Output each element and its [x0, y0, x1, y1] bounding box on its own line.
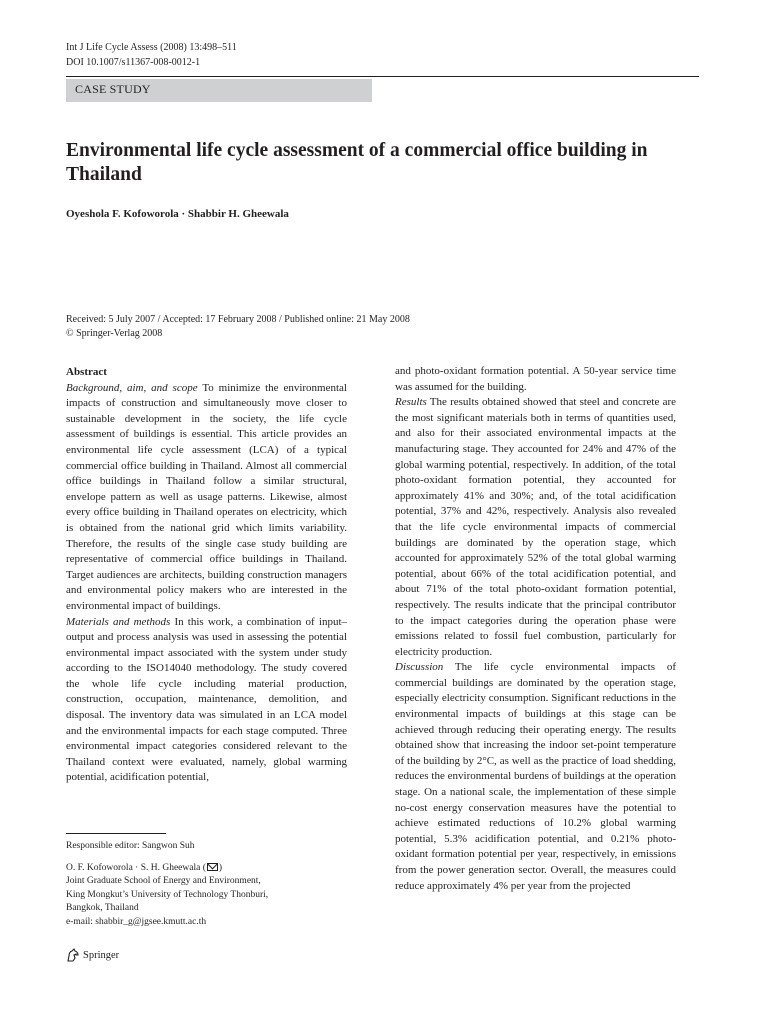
journal-citation: Int J Life Cycle Assess (2008) 13:498–511 [66, 42, 237, 53]
corresponding-authors: O. F. Kofoworola · S. H. Gheewala ( ) [66, 863, 223, 873]
discussion-heading: Discussion [395, 661, 444, 674]
abstract-column-left [66, 365, 347, 786]
publisher-logo [66, 948, 119, 962]
author-email[interactable]: e-mail: shabbir_g@jgsee.kmutt.ac.th [66, 916, 207, 927]
journal-header [66, 40, 237, 70]
section-label: CASE STUDY [66, 79, 372, 102]
footnote-rule [66, 833, 166, 834]
abstract-heading: Abstract [66, 366, 107, 378]
abstract-results [395, 395, 676, 660]
doi: DOI 10.1007/s11367-008-0012-1 [66, 57, 201, 68]
affiliation-line: King Mongkut’s University of Technology Thonburi, [66, 889, 269, 900]
abstract-discussion [395, 660, 676, 894]
affiliation-line: Joint Graduate School of Energy and Environment, [66, 876, 261, 887]
abstract-column-right [395, 364, 676, 894]
publication-dates [66, 313, 410, 341]
author-affiliation [66, 862, 356, 929]
background-heading: Background, aim, and scope [66, 381, 198, 394]
results-text: The results obtained showed that steel and concrete are the most significant materials both in terms of quantities used, and also for their associated environmental impacts at the manufacturing stage. They accounted for 24% and 47% of the global warming potential, respectively. In addition, of the total photo-oxidant formation potential, they accounted for approximately 41% and 30%; and, of the total acidification potential, 37% and 42%, respectively. Analysis also revealed that the life cycle environmental impacts of commercial buildings are dominated by the operation stage, which accounted for approximately 52% of the total global warming potential, about 66% of the total acidification potential, and about 71% of the total photo-oxidant formation potential, respectively. The results indicate that the principal contributor to the impact categories during the operation phase were emissions related to fossil fuel combustion, particularly for electricity production. [395, 396, 676, 658]
article-title: Environmental life cycle assessment of a commercial office building in Thailand [66, 140, 648, 185]
methods-text: In this work, a combination of input–output and process analysis was used in assessing the potential environmental impact associated with the system under study according to the ISO14040 methodology. The study covered the whole life cycle including material production, construction, occupation, maintenance, demolition, and disposal. The inventory data was simulated in an LCA model and the environmental impacts for each stage computed. Three environmental impact categories considered relevant to the Thailand context were evaluated, namely, global warming potential, acidification potential, [66, 615, 348, 784]
methods-continued: and photo-oxidant formation potential. A 50-year service time was assumed for the building. [395, 365, 676, 393]
header-rule [66, 76, 699, 77]
envelope-icon [207, 863, 218, 871]
background-text: To minimize the environmental impacts of construction and simultaneously move closer to sustainable development in the society, the life cycle assessment of buildings is essential. This article provides an environmental life cycle assessment (LCA) of a typical commercial office building in Thailand. Almost all commercial office buildings in Thailand follow a similar structural, envelope pattern as well as usage patterns. Likewise, almost every office building in Thailand operates on electricity, which is obtained from the national grid which limits variability. Therefore, the results of the single case study building are representative of commercial office buildings in Thailand. Target audiences are architects, building construction managers and environmental policy makers who are interested in the environmental impact of buildings. [66, 381, 347, 612]
history-dates: Received: 5 July 2007 / Accepted: 17 February 2008 / Published online: 21 May 2008 [66, 314, 410, 325]
abstract-methods [66, 615, 347, 787]
discussion-text: The life cycle environmental impacts of commercial buildings are dominated by the operation stage, especially electricity consumption. Significant reductions in the environmental impacts of buildings at this stage can be achieved through reducing their operating energy. The results obtained show that increasing the indoor set-point temperature of the building by 2°C, as well as the practice of load shedding, reduces the environmental burdens of buildings at the operation stage. On a national scale, the implementation of these simple no-cost energy conservation measures have the potential to achieve estimated reductions of 10.2% global warming potential, 5.3% acidification potential, and 0.21% photo-oxidant formation potential per year, respectively, in emissions from the power generation sector. Overall, the measures could reduce approximately 4% per year from the projected [395, 661, 676, 892]
springer-horse-icon [66, 948, 80, 962]
publisher-name: Springer [83, 949, 120, 961]
methods-heading: Materials and methods [66, 615, 171, 628]
abstract-background [66, 381, 347, 615]
copyright: © Springer-Verlag 2008 [66, 328, 163, 339]
results-heading: Results [395, 396, 427, 409]
responsible-editor: Responsible editor: Sangwon Suh [66, 841, 195, 851]
author-list: Oyeshola F. Kofoworola · Shabbir H. Gheewala [66, 208, 289, 220]
affiliation-line: Bangkok, Thailand [66, 903, 139, 914]
